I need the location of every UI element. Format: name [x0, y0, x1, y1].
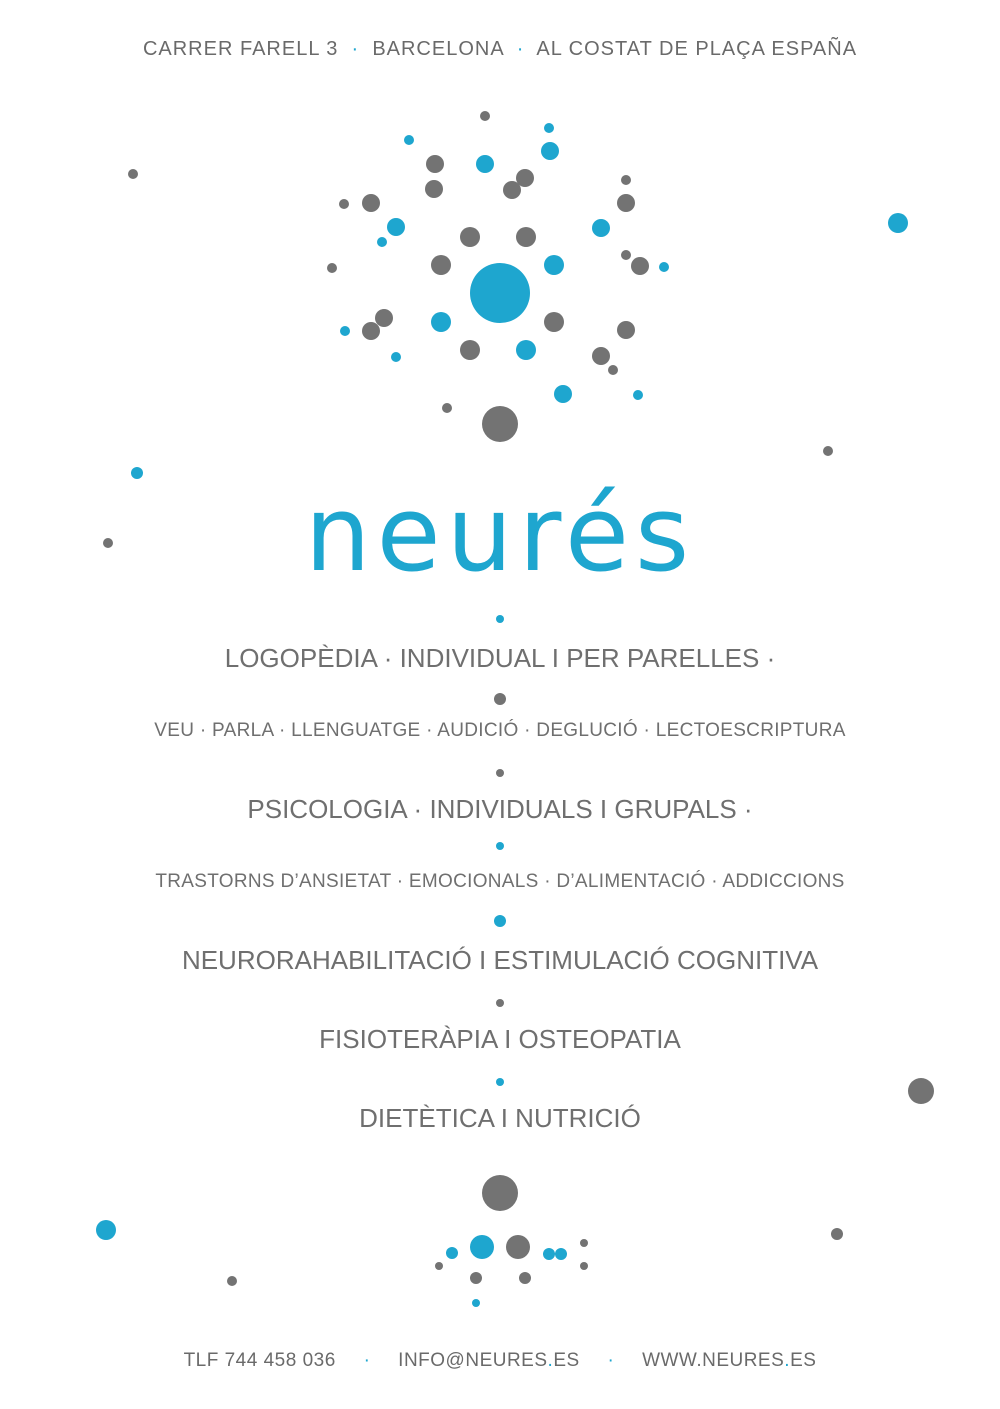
decorative-dot-blue [391, 352, 401, 362]
decorative-dot-grey [426, 155, 444, 173]
contact-footer [0, 1350, 1000, 1372]
decorative-dot-blue [377, 237, 387, 247]
address-line [0, 38, 1000, 61]
decorative-dot-grey [908, 1078, 934, 1104]
decorative-dot-blue [516, 340, 536, 360]
decorative-dot-grey [592, 347, 610, 365]
decorative-dot-blue [592, 219, 610, 237]
address-separator: · [351, 38, 360, 60]
decorative-dot-grey [362, 194, 380, 212]
decorative-dot-grey [516, 227, 536, 247]
decorative-dot-grey [494, 693, 506, 705]
decorative-dot-grey [375, 309, 393, 327]
decorative-dot-grey [442, 403, 452, 413]
address-near: AL COSTAT DE PLAÇA ESPAÑA [536, 38, 858, 60]
service-logopedia: LOGOPÈDIA · INDIVIDUAL I PER PARELLES · [224, 643, 776, 673]
decorative-dot-blue [555, 1248, 567, 1260]
decorative-dot-grey [460, 227, 480, 247]
decorative-dot-grey [503, 181, 521, 199]
decorative-dot-blue [472, 1299, 480, 1307]
decorative-dot-blue [544, 123, 554, 133]
phone-number: TLF 744 458 036 [183, 1350, 336, 1371]
decorative-dot-grey [470, 1272, 482, 1284]
email-dot: . [547, 1350, 554, 1371]
decorative-dot-blue [494, 915, 506, 927]
service-neurorehabilitation: NEURORAHABILITACIÓ I ESTIMULACIÓ COGNITIVA [181, 945, 819, 975]
web-prefix: WWW.NEURES [642, 1350, 785, 1371]
decorative-dot-blue [470, 263, 530, 323]
decorative-dot-grey [482, 1175, 518, 1211]
service-dietetics: DIETÈTICA I NUTRICIÓ [359, 1103, 641, 1133]
decorative-dot-blue [541, 142, 559, 160]
decorative-dot-blue [554, 385, 572, 403]
decorative-dot-grey [480, 111, 490, 121]
decorative-dot-grey [617, 194, 635, 212]
web-suffix: ES [790, 1350, 817, 1371]
decorative-dot-grey [823, 446, 833, 456]
decorative-dot-grey [227, 1276, 237, 1286]
decorative-dot-grey [621, 175, 631, 185]
decorative-dot-blue [446, 1247, 458, 1259]
decorative-dot-blue [131, 467, 143, 479]
neures-logo-wordmark [0, 482, 1000, 592]
decorative-dot-blue [476, 155, 494, 173]
decorative-dot-grey [496, 769, 504, 777]
footer-separator: · [607, 1350, 615, 1371]
decorative-dot-blue [404, 135, 414, 145]
address-city: BARCELONA [372, 38, 504, 60]
decorative-dot-grey [506, 1235, 530, 1259]
email-prefix: INFO@NEURES [398, 1350, 548, 1371]
decorative-dot-grey [544, 312, 564, 332]
decorative-dot-grey [431, 255, 451, 275]
decorative-dot-grey [339, 199, 349, 209]
decorative-dot-grey [496, 999, 504, 1007]
decorative-dot-blue [431, 312, 451, 332]
brand-name: neurés [304, 482, 696, 592]
decorative-dot-blue [470, 1235, 494, 1259]
decorative-dot-grey [460, 340, 480, 360]
address-street: CARRER FARELL 3 [142, 38, 339, 60]
decorative-dot-blue [96, 1220, 116, 1240]
service-logopedia-areas: VEU · PARLA · LLENGUATGE · AUDICIÓ · DEGLUCIÓ · LECTOESCRIPTURA [154, 720, 846, 741]
decorative-dot-blue [496, 615, 504, 623]
decorative-dot-grey [425, 180, 443, 198]
decorative-dot-grey [482, 406, 518, 442]
decorative-dot-grey [362, 322, 380, 340]
decorative-dot-grey [128, 169, 138, 179]
decorative-dot-grey [621, 250, 631, 260]
decorative-dot-blue [496, 842, 504, 850]
service-physiotherapy: FISIOTERÀPIA I OSTEOPATIA [319, 1024, 681, 1054]
decorative-dot-grey [519, 1272, 531, 1284]
decorative-dot-blue [888, 213, 908, 233]
decorative-dot-blue [496, 1078, 504, 1086]
decorative-dot-blue [633, 390, 643, 400]
decorative-dot-grey [435, 1262, 443, 1270]
decorative-dot-grey [617, 321, 635, 339]
decorative-dot-grey [631, 257, 649, 275]
decorative-dot-grey [831, 1228, 843, 1240]
decorative-dot-blue [543, 1248, 555, 1260]
decorative-dot-grey [327, 263, 337, 273]
service-psicologia: PSICOLOGIA · INDIVIDUALS I GRUPALS · [247, 794, 753, 824]
email-suffix: ES [553, 1350, 580, 1371]
address-separator: · [516, 38, 525, 60]
service-psicologia-areas: TRASTORNS D’ANSIETAT · EMOCIONALS · D’ALIMENTACIÓ · ADDICCIONS [155, 871, 845, 892]
decorative-dot-blue [659, 262, 669, 272]
web-dot: . [784, 1350, 791, 1371]
footer-separator: · [363, 1350, 371, 1371]
decorative-dot-grey [580, 1262, 588, 1270]
decorative-dot-blue [340, 326, 350, 336]
website-link[interactable] [642, 1350, 816, 1371]
decorative-dot-grey [580, 1239, 588, 1247]
decorative-dot-blue [387, 218, 405, 236]
email-link[interactable] [398, 1350, 580, 1371]
decorative-dot-blue [544, 255, 564, 275]
decorative-dot-grey [608, 365, 618, 375]
